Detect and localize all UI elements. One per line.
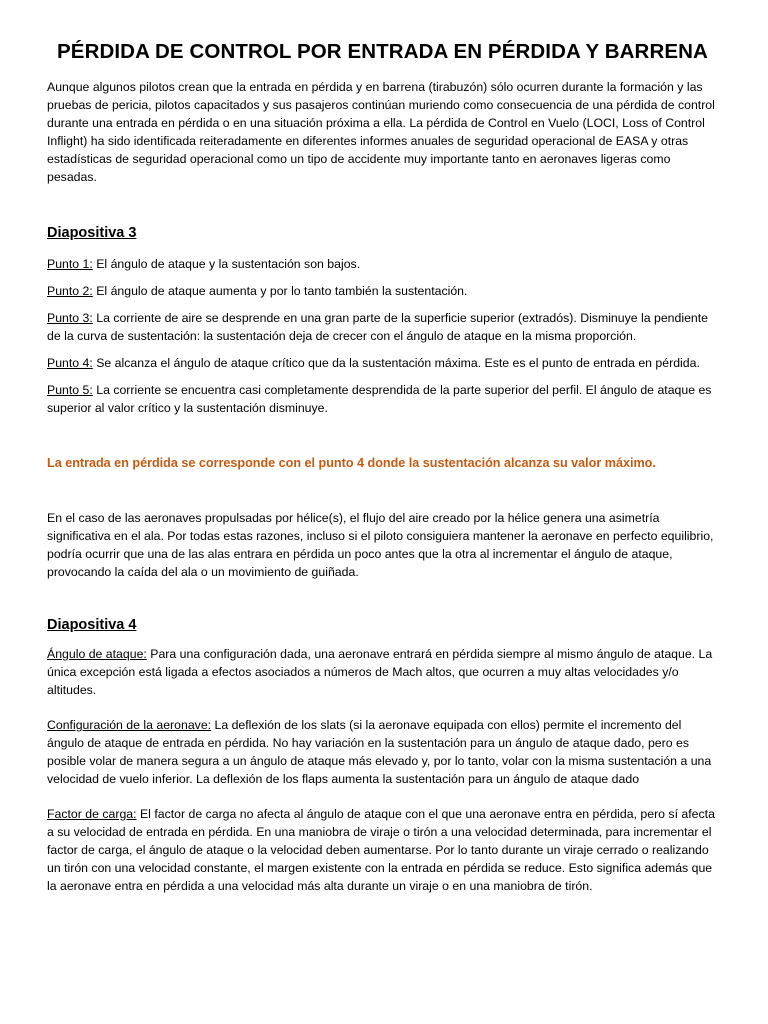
item-text: Para una configuración dada, una aeronave entrará en pérdida siempre al mismo ángulo de ataque. La única excepción está ligada a efectos asociados a números de Mach altos, que ocurren a muy altas velocidades y/o altitudes.	[47, 647, 713, 697]
point-label: Punto 3:	[47, 311, 93, 325]
point-label: Punto 5:	[47, 383, 93, 397]
point-label: Punto 1:	[47, 257, 93, 271]
slide4-item-configuration	[47, 716, 718, 788]
slide3-heading: Diapositiva 3	[47, 225, 137, 241]
slide3-point-3	[47, 309, 718, 345]
point-label: Punto 2:	[47, 284, 93, 298]
slide4-item-load-factor	[47, 805, 718, 895]
point-text: El ángulo de ataque y la sustentación son bajos.	[92, 257, 361, 271]
slide4-heading: Diapositiva 4	[47, 617, 137, 633]
item-text: La deflexión de los slats (si la aeronave equipada con ellos) permite el incremento del ángulo de ataque de entrada en pérdida. No hay variación en la sustentación para un ángulo de ataque dado, pero es posible volar de manera segura a un ángulo de ataque más elevado y, por lo tanto, volar con la misma sustentación a una velocidad de vuelo inferior. La deflexión de los flaps aumenta la sustentación para un ángulo de ataque dado	[47, 718, 712, 786]
point-text: El ángulo de ataque aumenta y por lo tanto también la sustentación.	[92, 284, 468, 298]
slide3-point-2	[47, 282, 718, 300]
slide3-point-1	[47, 255, 718, 273]
slide4-item-angle	[47, 645, 718, 699]
item-label: Factor de carga:	[47, 807, 137, 821]
point-label: Punto 4:	[47, 356, 93, 370]
page-title: PÉRDIDA DE CONTROL POR ENTRADA EN PÉRDIDA Y BARRENA	[57, 40, 708, 63]
point-text: Se alcanza el ángulo de ataque crítico que da la sustentación máxima. Este es el punto de entrada en pérdida.	[92, 356, 700, 370]
slide3-point-5	[47, 381, 718, 417]
item-label: Configuración de la aeronave:	[47, 718, 212, 732]
intro-paragraph: Aunque algunos pilotos crean que la entrada en pérdida y en barrena (tirabuzón) sólo ocurren durante la formación y las pruebas de pericia, pilotos capacitados y sus pasajeros continúan muriendo como consecuencia de una pérdida de control durante una entrada en pérdida o en una situación próxima a ella. La pérdida de Control en Vuelo (LOCI, Loss of Control Inflight) ha sido identificada reiteradamente en diferentes informes anuales de seguridad operacional de EASA y otras estadísticas de seguridad operacional como un tipo de accidente muy importante tanto en aeronaves ligeras como pesadas.	[47, 80, 715, 184]
highlight-statement: La entrada en pérdida se corresponde con el punto 4 donde la sustentación alcanza su valor máximo.	[47, 456, 656, 470]
slide3-point-4	[47, 354, 718, 372]
point-text: La corriente de aire se desprende en una gran parte de la superficie superior (extradós). Disminuye la pendiente de la curva de sustentación: la sustentación deja de crecer con el ángulo de ataque en la misma proporción.	[47, 311, 709, 343]
point-text: La corriente se encuentra casi completamente desprendida de la parte superior del perfil. El ángulo de ataque es superior al valor crítico y la sustentación disminuye.	[47, 383, 712, 415]
item-label: Ángulo de ataque:	[47, 647, 147, 661]
propeller-paragraph: En el caso de las aeronaves propulsadas por hélice(s), el flujo del aire creado por la hélice genera una asimetría significativa en el ala. Por todas estas razones, incluso si el piloto consiguiera mantener la aeronave en perfecto equilibrio, podría ocurrir que una de las alas entrara en pérdida un poco antes que la otra al incrementar el ángulo de ataque, provocando la caída del ala o un movimiento de guiñada.	[47, 511, 714, 579]
item-text: El factor de carga no afecta al ángulo de ataque con el que una aeronave entra en pérdida, pero sí afecta a su velocidad de entrada en pérdida. En una maniobra de viraje o tirón a una velocidad determinada, para incrementar el factor de carga, el ángulo de ataque o la velocidad deben aumentarse. Por lo tanto durante un viraje cerrado o realizando un tirón con una velocidad constante, el margen existente con la entrada en pérdida se reduce. Esto significa además que la aeronave entra en pérdida a una velocidad más alta durante un viraje o en una maniobra de tirón.	[47, 807, 715, 893]
